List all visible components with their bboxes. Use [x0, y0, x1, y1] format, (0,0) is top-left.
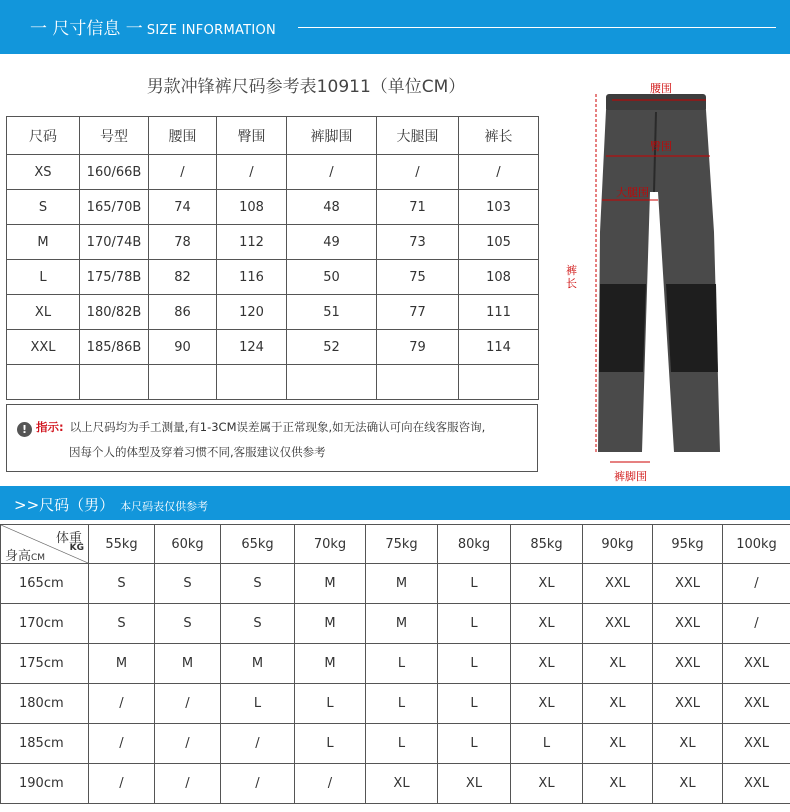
size-cell: 50 [287, 260, 377, 295]
info-icon: ! [17, 422, 32, 437]
note-text-1: 以上尺码均为手工测量,有1-3CM误差属于正常现象,如无法确认可向在线客服咨询, [69, 420, 486, 434]
size-cell: / [459, 155, 539, 190]
size-recommendation-cell: L [366, 724, 438, 764]
size-cell: 73 [377, 225, 459, 260]
size-recommendation-cell: XL [511, 644, 583, 684]
height-row [1, 644, 790, 684]
size-cell: 86 [149, 295, 217, 330]
weight-col-header: 55kg [89, 525, 155, 564]
size-cell: 105 [459, 225, 539, 260]
size-recommendation-cell: S [155, 604, 221, 644]
size-cell: 49 [287, 225, 377, 260]
size-cell: 185/86B [80, 330, 149, 365]
weight-col-header: 65kg [221, 525, 295, 564]
size-chart-banner [0, 486, 790, 520]
height-label: 身高 [5, 549, 32, 563]
size-cell: XXL [7, 330, 80, 365]
diagonal-header [1, 525, 88, 563]
size-recommendation-cell: / [295, 764, 366, 804]
weight-col-header: 85kg [511, 525, 583, 564]
size-recommendation-cell: / [89, 724, 155, 764]
thigh-label: 大腿围 [616, 186, 649, 199]
corner-cell [1, 525, 89, 564]
size-col-header: 号型 [80, 117, 149, 155]
size-recommendation-cell: L [295, 684, 366, 724]
size-cell: XS [7, 155, 80, 190]
length-label: 裤长 [566, 264, 577, 290]
banner-subtitle: SIZE INFORMATION [146, 23, 277, 38]
size-recommendation-cell: L [221, 684, 295, 724]
size-cell: 108 [217, 190, 287, 225]
size-col-header: 裤脚围 [287, 117, 377, 155]
size-cell [80, 365, 149, 400]
weight-col-header: 75kg [366, 525, 438, 564]
pants-graphic [560, 72, 790, 492]
size-recommendation-cell: XXL [653, 564, 723, 604]
height-row-header: 165cm [1, 564, 89, 604]
size-cell: 48 [287, 190, 377, 225]
size-recommendation-cell: M [221, 644, 295, 684]
size-recommendation-cell: XXL [583, 564, 653, 604]
size-cell: L [7, 260, 80, 295]
size-cell [287, 365, 377, 400]
size-cell: 108 [459, 260, 539, 295]
size-recommendation-cell: S [221, 564, 295, 604]
weight-height-table [0, 524, 790, 804]
size-cell [377, 365, 459, 400]
size-cell [7, 365, 80, 400]
size-recommendation-cell: XL [653, 724, 723, 764]
weight-header-row [1, 525, 790, 564]
size-cell: 51 [287, 295, 377, 330]
size-cell: 90 [149, 330, 217, 365]
size-cell: 103 [459, 190, 539, 225]
size-chart-title: >>尺码（男） 本尺码表仅供参考 [14, 496, 209, 514]
size-recommendation-cell: XL [366, 764, 438, 804]
size-note [6, 404, 538, 472]
size-cell: / [217, 155, 287, 190]
size-table-title: 男款冲锋裤尺码参考表10911（单位CM） [146, 77, 466, 97]
banner-divider [298, 27, 776, 28]
height-row-header: 185cm [1, 724, 89, 764]
size-recommendation-cell: XL [511, 564, 583, 604]
waistband-shape [606, 94, 706, 112]
size-recommendation-cell: XL [583, 684, 653, 724]
height-row [1, 604, 790, 644]
size-recommendation-cell: L [511, 724, 583, 764]
size-cell: M [7, 225, 80, 260]
size-cell: S [7, 190, 80, 225]
size-recommendation-cell: XXL [723, 724, 790, 764]
size-row [7, 295, 539, 330]
size-recommendation-cell: L [366, 644, 438, 684]
size-recommendation-cell: XL [511, 764, 583, 804]
size-cell: 75 [377, 260, 459, 295]
size-cell: 78 [149, 225, 217, 260]
size-recommendation-cell: M [295, 604, 366, 644]
height-row-header: 190cm [1, 764, 89, 804]
size-cell: 180/82B [80, 295, 149, 330]
size-recommendation-cell: M [295, 564, 366, 604]
size-col-header: 臀围 [217, 117, 287, 155]
size-cell: 52 [287, 330, 377, 365]
size-row [7, 365, 539, 400]
pants-body-shape [598, 110, 720, 452]
size-recommendation-cell: XXL [583, 604, 653, 644]
size-recommendation-cell: M [89, 644, 155, 684]
size-col-header: 大腿围 [377, 117, 459, 155]
size-cell: / [377, 155, 459, 190]
right-knee-panel [666, 284, 718, 372]
size-recommendation-cell: / [221, 764, 295, 804]
size-recommendation-cell: XXL [723, 644, 790, 684]
left-knee-panel [599, 284, 646, 372]
size-cell: 111 [459, 295, 539, 330]
weight-label: 体重 [55, 531, 82, 546]
size-cell [217, 365, 287, 400]
size-recommendation-cell: XL [438, 764, 511, 804]
weight-col-header: 95kg [653, 525, 723, 564]
size-recommendation-cell: S [155, 564, 221, 604]
size-cell [459, 365, 539, 400]
size-row [7, 260, 539, 295]
size-cell: 124 [217, 330, 287, 365]
size-row [7, 330, 539, 365]
size-recommendation-cell: L [366, 684, 438, 724]
size-recommendation-cell: XL [653, 764, 723, 804]
size-info-banner [0, 0, 790, 54]
weight-col-header: 80kg [438, 525, 511, 564]
size-recommendation-cell: / [723, 564, 790, 604]
size-recommendation-cell: / [89, 764, 155, 804]
size-recommendation-cell: XL [511, 604, 583, 644]
size-recommendation-cell: XXL [653, 604, 723, 644]
size-recommendation-cell: L [438, 564, 511, 604]
weight-col-header: 100kg [723, 525, 790, 564]
size-recommendation-cell: M [295, 644, 366, 684]
size-recommendation-cell: L [438, 644, 511, 684]
size-recommendation-cell: M [366, 564, 438, 604]
height-row-header: 170cm [1, 604, 89, 644]
size-cell: 170/74B [80, 225, 149, 260]
height-label-wrap [5, 545, 45, 563]
weight-unit: KG [69, 543, 84, 553]
size-cell: 77 [377, 295, 459, 330]
size-cell: 112 [217, 225, 287, 260]
size-recommendation-cell: XL [583, 644, 653, 684]
size-cell: 160/66B [80, 155, 149, 190]
height-row [1, 564, 790, 604]
size-recommendation-cell: / [89, 684, 155, 724]
size-cell: / [149, 155, 217, 190]
height-row-header: 175cm [1, 644, 89, 684]
height-unit: CM [31, 553, 46, 563]
note-label: 指示: [36, 420, 64, 434]
hip-label: 臀围 [650, 140, 672, 153]
size-recommendation-cell: S [89, 604, 155, 644]
size-cell: 114 [459, 330, 539, 365]
size-col-header: 尺码 [7, 117, 80, 155]
size-recommendation-cell: / [723, 604, 790, 644]
size-cell: 82 [149, 260, 217, 295]
hem-label: 裤脚围 [614, 470, 647, 483]
size-cell: / [287, 155, 377, 190]
size-recommendation-cell: XL [583, 724, 653, 764]
size-recommendation-cell: / [221, 724, 295, 764]
size-cell: 165/70B [80, 190, 149, 225]
size-cell: 116 [217, 260, 287, 295]
size-cell: 79 [377, 330, 459, 365]
size-recommendation-cell: L [438, 724, 511, 764]
size-table [6, 116, 539, 400]
size-table-header [7, 117, 539, 155]
size-recommendation-cell: XL [511, 684, 583, 724]
height-row [1, 724, 790, 764]
size-cell: 120 [217, 295, 287, 330]
size-recommendation-cell: S [221, 604, 295, 644]
size-recommendation-cell: S [89, 564, 155, 604]
size-recommendation-cell: XXL [723, 764, 790, 804]
height-row-header: 180cm [1, 684, 89, 724]
size-col-header: 腰围 [149, 117, 217, 155]
size-row [7, 155, 539, 190]
size-recommendation-cell: M [366, 604, 438, 644]
weight-col-header: 90kg [583, 525, 653, 564]
size-col-header: 裤长 [459, 117, 539, 155]
size-recommendation-cell: / [155, 684, 221, 724]
size-recommendation-cell: L [438, 604, 511, 644]
size-recommendation-cell: XXL [653, 644, 723, 684]
pants-illustration [560, 72, 790, 492]
waist-label: 腰围 [650, 82, 672, 95]
size-row [7, 225, 539, 260]
size-recommendation-cell: M [155, 644, 221, 684]
size-recommendation-cell: L [438, 684, 511, 724]
size-cell: 175/78B [80, 260, 149, 295]
note-line-2: 因每个人的体型及穿着习惯不同,客服建议仅供参考 [69, 445, 326, 459]
height-row [1, 684, 790, 724]
size-recommendation-cell: / [155, 764, 221, 804]
banner-title: 一 尺寸信息 一 SIZE INFORMATION [30, 19, 277, 39]
size-cell: XL [7, 295, 80, 330]
size-recommendation-cell: XL [583, 764, 653, 804]
weight-col-header: 60kg [155, 525, 221, 564]
size-cell: 74 [149, 190, 217, 225]
weight-col-header: 70kg [295, 525, 366, 564]
size-chart-subtitle: 本尺码表仅供参考 [120, 500, 209, 513]
note-line-1 [17, 419, 485, 437]
size-row [7, 190, 539, 225]
height-row [1, 764, 790, 804]
size-recommendation-cell: XXL [723, 684, 790, 724]
size-recommendation-cell: / [155, 724, 221, 764]
size-recommendation-cell: L [295, 724, 366, 764]
size-recommendation-cell: XXL [653, 684, 723, 724]
size-cell [149, 365, 217, 400]
size-cell: 71 [377, 190, 459, 225]
